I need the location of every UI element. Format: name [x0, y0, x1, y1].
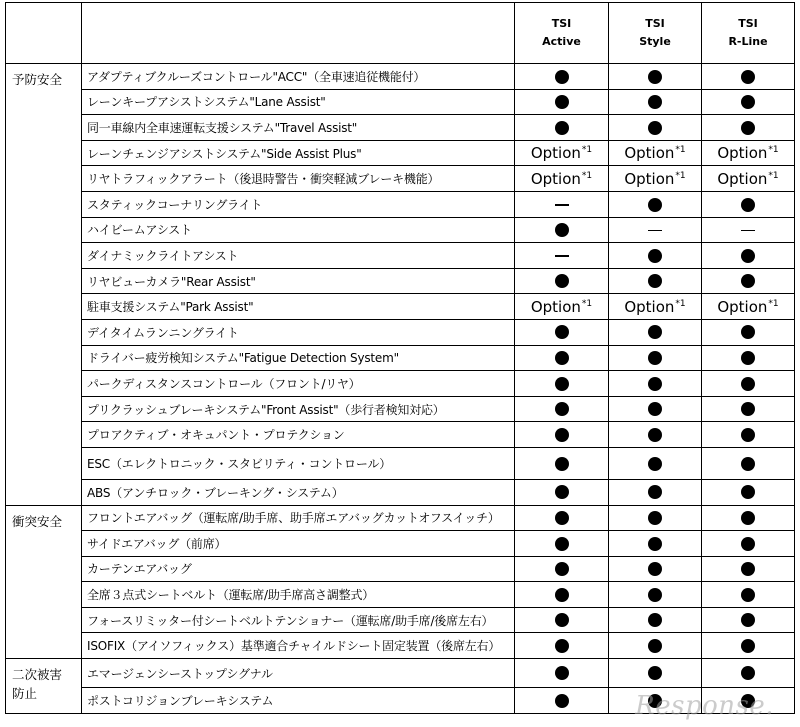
- footnote-mark: *1: [675, 170, 686, 181]
- table-row: [6, 115, 795, 141]
- table-row: [6, 89, 795, 115]
- value-tsi-active: [515, 345, 609, 371]
- feature-name: 駐車支援システム"Park Assist": [82, 294, 515, 320]
- value-tsi-style: [609, 243, 702, 269]
- value-tsi-style: [609, 633, 702, 659]
- standard-equipment-dot-icon: [648, 249, 662, 263]
- table-row: [6, 140, 795, 166]
- value-tsi-rline: [702, 396, 795, 422]
- table-row: [6, 396, 795, 422]
- standard-equipment-dot-icon: [741, 457, 755, 471]
- feature-name: フロントエアバッグ（運転席/助手席、助手席エアバッグカットオフスイッチ）: [82, 505, 515, 531]
- value-tsi-active: [515, 422, 609, 448]
- feature-name: ダイナミックライトアシスト: [82, 243, 515, 269]
- table-row: [6, 371, 795, 397]
- value-tsi-rline: [702, 371, 795, 397]
- value-tsi-active: [515, 191, 609, 217]
- value-tsi-style: [609, 479, 702, 505]
- standard-equipment-dot-icon: [741, 613, 755, 627]
- footnote-mark: *1: [675, 298, 686, 309]
- value-tsi-style: [609, 607, 702, 633]
- standard-equipment-dot-icon: [741, 70, 755, 84]
- value-tsi-style: [609, 556, 702, 582]
- value-tsi-active: [515, 371, 609, 397]
- value-tsi-rline: [702, 319, 795, 345]
- standard-equipment-dot-icon: [555, 351, 569, 365]
- standard-equipment-dot-icon: [648, 70, 662, 84]
- option-label: [624, 144, 685, 162]
- feature-name: プロアクティブ・オキュパント・プロテクション: [82, 422, 515, 448]
- value-tsi-style: [609, 217, 702, 243]
- option-text: Option: [717, 169, 768, 188]
- value-tsi-active: [515, 89, 609, 115]
- table-row: [6, 556, 795, 582]
- table-row: [6, 217, 795, 243]
- feature-name: プリクラッシュブレーキシステム"Front Assist"（歩行者検知対応）: [82, 396, 515, 422]
- table-row: [6, 243, 795, 269]
- value-tsi-active: [515, 479, 609, 505]
- table-row: [6, 345, 795, 371]
- table-row: [6, 607, 795, 633]
- value-tsi-rline: [702, 64, 795, 90]
- standard-equipment-dot-icon: [555, 485, 569, 499]
- option-text: Option: [717, 297, 768, 316]
- standard-equipment-dot-icon: [555, 223, 569, 237]
- standard-equipment-dot-icon: [648, 562, 662, 576]
- category-label: [6, 659, 82, 714]
- footnote-mark: *1: [768, 298, 779, 309]
- value-tsi-active: [515, 268, 609, 294]
- value-tsi-rline: [702, 633, 795, 659]
- standard-equipment-dot-icon: [741, 274, 755, 288]
- footnote-mark: *1: [768, 145, 779, 156]
- standard-equipment-dot-icon: [741, 402, 755, 416]
- table-row: [6, 633, 795, 659]
- standard-equipment-dot-icon: [555, 639, 569, 653]
- standard-equipment-dot-icon: [648, 325, 662, 339]
- option-label: [717, 298, 778, 316]
- table-row: [6, 294, 795, 320]
- value-tsi-style: [609, 345, 702, 371]
- value-tsi-active: [515, 294, 609, 320]
- footnote-mark: *1: [768, 170, 779, 181]
- table-row: [6, 688, 795, 714]
- value-tsi-active: [515, 688, 609, 714]
- feature-name: ポストコリジョンブレーキシステム: [82, 688, 515, 714]
- standard-equipment-dot-icon: [741, 562, 755, 576]
- table-body: [6, 64, 795, 714]
- value-tsi-rline: [702, 659, 795, 688]
- header-blank-feature: [82, 3, 515, 64]
- standard-equipment-dot-icon: [741, 351, 755, 365]
- value-tsi-active: [515, 217, 609, 243]
- value-tsi-rline: [702, 191, 795, 217]
- value-tsi-rline: [702, 447, 795, 479]
- value-tsi-active: [515, 582, 609, 608]
- value-tsi-rline: [702, 422, 795, 448]
- value-tsi-rline: [702, 345, 795, 371]
- value-tsi-active: [515, 243, 609, 269]
- value-tsi-style: [609, 371, 702, 397]
- standard-equipment-dot-icon: [555, 70, 569, 84]
- category-label: 予防安全: [6, 64, 82, 506]
- standard-equipment-dot-icon: [648, 274, 662, 288]
- standard-equipment-dot-icon: [555, 562, 569, 576]
- standard-equipment-dot-icon: [648, 351, 662, 365]
- header-tsi-active: TSI Active: [515, 3, 609, 64]
- footnote-mark: *1: [675, 145, 686, 156]
- standard-equipment-dot-icon: [741, 588, 755, 602]
- feature-name: ハイビームアシスト: [82, 217, 515, 243]
- table-row: [6, 479, 795, 505]
- value-tsi-style: [609, 505, 702, 531]
- standard-equipment-dot-icon: [741, 694, 755, 708]
- value-tsi-style: [609, 64, 702, 90]
- standard-equipment-dot-icon: [741, 325, 755, 339]
- standard-equipment-dot-icon: [555, 588, 569, 602]
- option-text: Option: [530, 144, 581, 163]
- value-tsi-rline: [702, 607, 795, 633]
- table-row: [6, 422, 795, 448]
- value-tsi-style: [609, 89, 702, 115]
- feature-name: レーンチェンジアシストシステム"Side Assist Plus": [82, 140, 515, 166]
- option-text: Option: [624, 297, 675, 316]
- standard-equipment-dot-icon: [648, 639, 662, 653]
- standard-equipment-dot-icon: [648, 428, 662, 442]
- standard-equipment-dot-icon: [648, 485, 662, 499]
- footnote-mark: *1: [581, 145, 593, 156]
- category-label-line: 二次被害: [12, 667, 63, 683]
- standard-equipment-dot-icon: [741, 511, 755, 525]
- header-tsi-style: TSI Style: [609, 3, 702, 64]
- not-available-dash-icon: [741, 230, 755, 232]
- standard-equipment-dot-icon: [555, 95, 569, 109]
- value-tsi-style: [609, 294, 702, 320]
- option-text: Option: [530, 297, 581, 316]
- value-tsi-active: [515, 531, 609, 557]
- not-available-dash-icon: [555, 204, 569, 206]
- value-tsi-rline: [702, 89, 795, 115]
- value-tsi-rline: [702, 115, 795, 141]
- feature-name: ドライバー疲労検知システム"Fatigue Detection System": [82, 345, 515, 371]
- value-tsi-rline: [702, 268, 795, 294]
- standard-equipment-dot-icon: [648, 537, 662, 551]
- feature-name: ISOFIX（アイソフィックス）基準適合チャイルドシート固定装置（後席左右）: [82, 633, 515, 659]
- value-tsi-active: [515, 115, 609, 141]
- standard-equipment-dot-icon: [741, 666, 755, 680]
- value-tsi-active: [515, 505, 609, 531]
- safety-equipment-table: [5, 2, 795, 714]
- value-tsi-rline: [702, 556, 795, 582]
- standard-equipment-dot-icon: [648, 377, 662, 391]
- standard-equipment-dot-icon: [741, 249, 755, 263]
- value-tsi-style: [609, 115, 702, 141]
- standard-equipment-dot-icon: [648, 694, 662, 708]
- standard-equipment-dot-icon: [648, 613, 662, 627]
- value-tsi-active: [515, 659, 609, 688]
- standard-equipment-dot-icon: [555, 537, 569, 551]
- value-tsi-style: [609, 531, 702, 557]
- standard-equipment-dot-icon: [555, 428, 569, 442]
- feature-name: デイタイムランニングライト: [82, 319, 515, 345]
- table-row: [6, 191, 795, 217]
- standard-equipment-dot-icon: [741, 428, 755, 442]
- standard-equipment-dot-icon: [648, 402, 662, 416]
- value-tsi-rline: [702, 688, 795, 714]
- standard-equipment-dot-icon: [741, 485, 755, 499]
- standard-equipment-dot-icon: [648, 588, 662, 602]
- feature-name: パークディスタンスコントロール（フロント/リヤ）: [82, 371, 515, 397]
- header-tsi-rline: TSI R-Line: [702, 3, 795, 64]
- standard-equipment-dot-icon: [648, 198, 662, 212]
- value-tsi-rline: [702, 294, 795, 320]
- table-row: [6, 64, 795, 90]
- value-tsi-style: [609, 447, 702, 479]
- table-row: [6, 447, 795, 479]
- standard-equipment-dot-icon: [741, 639, 755, 653]
- value-tsi-rline: [702, 166, 795, 192]
- footnote-mark: *1: [581, 170, 593, 181]
- not-available-dash-icon: [555, 255, 569, 257]
- option-label: [531, 170, 592, 188]
- standard-equipment-dot-icon: [741, 198, 755, 212]
- table-row: [6, 659, 795, 688]
- table-row: [6, 319, 795, 345]
- category-label-line: 防止: [12, 686, 38, 702]
- standard-equipment-dot-icon: [648, 95, 662, 109]
- category-label: 衝突安全: [6, 505, 82, 659]
- standard-equipment-dot-icon: [741, 377, 755, 391]
- response-watermark: Response.: [635, 691, 774, 721]
- table-row: [6, 166, 795, 192]
- standard-equipment-dot-icon: [648, 511, 662, 525]
- value-tsi-style: [609, 582, 702, 608]
- standard-equipment-dot-icon: [555, 402, 569, 416]
- value-tsi-style: [609, 166, 702, 192]
- standard-equipment-dot-icon: [555, 274, 569, 288]
- feature-name: 同一車線内全車速運転支援システム"Travel Assist": [82, 115, 515, 141]
- footnote-mark: *1: [581, 298, 593, 309]
- feature-name: サイドエアバッグ（前席）: [82, 531, 515, 557]
- standard-equipment-dot-icon: [555, 511, 569, 525]
- standard-equipment-dot-icon: [555, 613, 569, 627]
- value-tsi-active: [515, 607, 609, 633]
- standard-equipment-dot-icon: [741, 537, 755, 551]
- feature-name: 全席３点式シートベルト（運転席/助手席高さ調整式）: [82, 582, 515, 608]
- value-tsi-rline: [702, 582, 795, 608]
- value-tsi-style: [609, 191, 702, 217]
- feature-name: アダプティブクルーズコントロール"ACC"（全車速追従機能付）: [82, 64, 515, 90]
- feature-name: フォースリミッター付シートベルトテンショナー（運転席/助手席/後席左右）: [82, 607, 515, 633]
- standard-equipment-dot-icon: [555, 377, 569, 391]
- value-tsi-style: [609, 319, 702, 345]
- option-label: [717, 144, 778, 162]
- option-label: [624, 298, 685, 316]
- value-tsi-style: [609, 268, 702, 294]
- value-tsi-rline: [702, 140, 795, 166]
- option-label: [717, 170, 778, 188]
- feature-name: エマージェンシーストップシグナル: [82, 659, 515, 688]
- table-row: [6, 268, 795, 294]
- value-tsi-active: [515, 166, 609, 192]
- value-tsi-rline: [702, 243, 795, 269]
- table-row: [6, 531, 795, 557]
- value-tsi-style: [609, 688, 702, 714]
- table-row: [6, 505, 795, 531]
- value-tsi-rline: [702, 479, 795, 505]
- option-label: [531, 298, 592, 316]
- value-tsi-style: [609, 659, 702, 688]
- header-blank-category: [6, 3, 82, 64]
- feature-name: ABS（アンチロック・ブレーキング・システム）: [82, 479, 515, 505]
- standard-equipment-dot-icon: [648, 121, 662, 135]
- option-text: Option: [624, 144, 675, 163]
- standard-equipment-dot-icon: [555, 666, 569, 680]
- value-tsi-active: [515, 140, 609, 166]
- option-text: Option: [530, 169, 581, 188]
- feature-name: カーテンエアバッグ: [82, 556, 515, 582]
- value-tsi-style: [609, 140, 702, 166]
- standard-equipment-dot-icon: [555, 121, 569, 135]
- value-tsi-style: [609, 422, 702, 448]
- value-tsi-active: [515, 447, 609, 479]
- value-tsi-rline: [702, 217, 795, 243]
- option-label: [531, 144, 592, 162]
- value-tsi-active: [515, 396, 609, 422]
- standard-equipment-dot-icon: [555, 457, 569, 471]
- standard-equipment-dot-icon: [555, 325, 569, 339]
- value-tsi-rline: [702, 531, 795, 557]
- feature-name: レーンキープアシストシステム"Lane Assist": [82, 89, 515, 115]
- table-row: [6, 582, 795, 608]
- value-tsi-active: [515, 633, 609, 659]
- header-row: [6, 3, 795, 64]
- value-tsi-style: [609, 396, 702, 422]
- value-tsi-rline: [702, 505, 795, 531]
- value-tsi-active: [515, 556, 609, 582]
- option-label: [624, 170, 685, 188]
- standard-equipment-dot-icon: [648, 457, 662, 471]
- option-text: Option: [717, 144, 768, 163]
- not-available-dash-icon: [648, 230, 662, 232]
- standard-equipment-dot-icon: [741, 121, 755, 135]
- value-tsi-active: [515, 319, 609, 345]
- standard-equipment-dot-icon: [648, 666, 662, 680]
- option-text: Option: [624, 169, 675, 188]
- feature-name: ESC（エレクトロニック・スタビリティ・コントロール）: [82, 447, 515, 479]
- value-tsi-active: [515, 64, 609, 90]
- standard-equipment-dot-icon: [741, 95, 755, 109]
- feature-name: リヤビューカメラ"Rear Assist": [82, 268, 515, 294]
- feature-name: リヤトラフィックアラート（後退時警告・衝突軽減ブレーキ機能）: [82, 166, 515, 192]
- standard-equipment-dot-icon: [555, 694, 569, 708]
- feature-name: スタティックコーナリングライト: [82, 191, 515, 217]
